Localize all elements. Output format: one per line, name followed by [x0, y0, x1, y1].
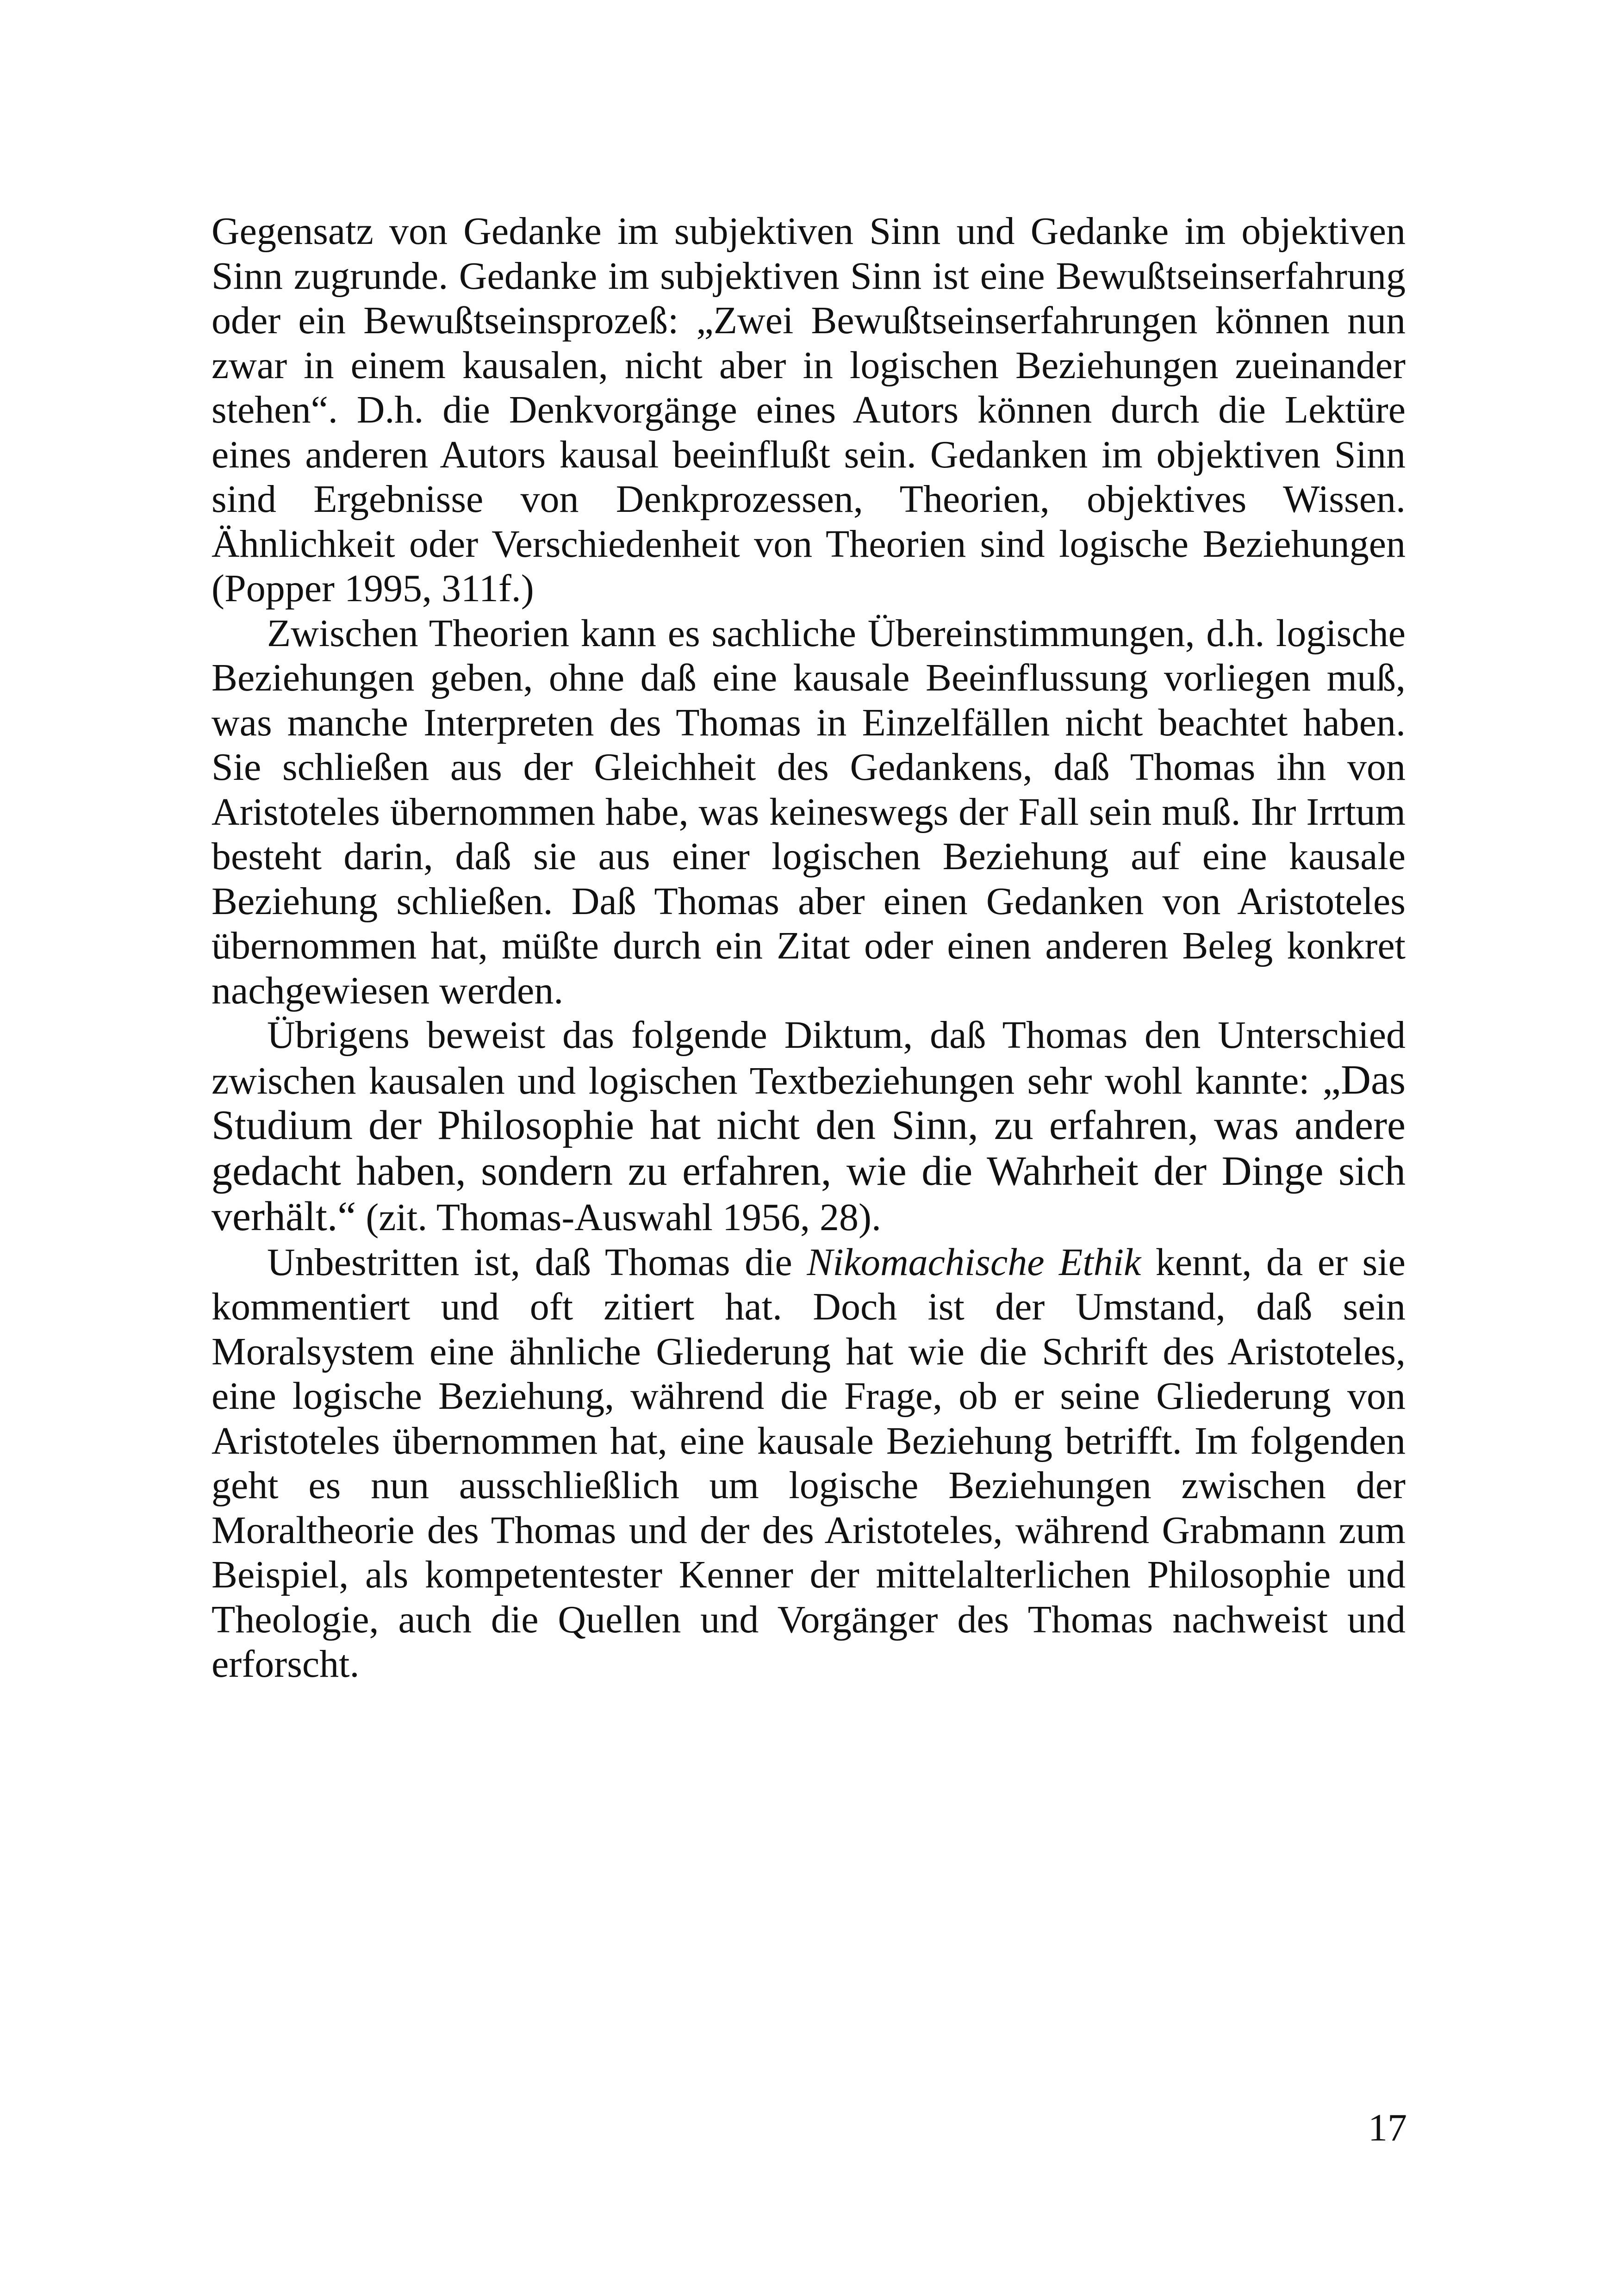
body-text: [212, 209, 1406, 1687]
paragraph-3: [212, 1013, 1406, 1240]
paragraph-3-citation: (zit. Thomas-Auswahl 1956, 28).: [356, 1196, 881, 1239]
thomas-quote: „Das Studium der Philosophie hat nicht den Sinn, zu erfahren, was andere gedacht haben, sondern zu erfahren, wie die Wahrheit der Dinge sich verhält.“: [212, 1057, 1406, 1239]
paragraph-4: [212, 1240, 1406, 1687]
book-title-emphasis: Nikomachische Ethik: [807, 1240, 1141, 1284]
page-number: 17: [1368, 2106, 1407, 2149]
paragraph-4-rest: kennt, da er sie kommentiert und oft zitiert hat. Doch ist der Umstand, daß sein Moralsystem eine ähnliche Gliederung hat wie die Schrift des Aristoteles, eine logische Beziehung, während die Frage, ob er seine Gliederung von Aristoteles übernommen hat, eine kausale Beziehung betrifft. Im folgenden geht es nun ausschließlich um logische Beziehungen zwischen der Moraltheorie des Thomas und der des Aristoteles, während Grabmann zum Beispiel, als kompetentester Kenner der mittelalterlichen Philosophie und Theologie, auch die Quellen und Vorgänger des Thomas nachweist und erforscht.: [212, 1240, 1406, 1686]
paragraph-3-lead: Übrigens beweist das folgende Diktum, daß Thomas den Unterschied zwischen kausalen und logischen Textbeziehungen sehr wohl kannte:: [212, 1014, 1406, 1102]
paragraph-4-lead: Unbestritten ist, daß Thomas die: [267, 1240, 807, 1284]
paragraph-2: Zwischen Theorien kann es sachliche Übereinstimmungen, d.h. logische Beziehungen geben, ohne daß eine kausale Beeinflussung vorliegen muß, was manche Interpreten des Thomas in Einzelfällen nicht beachtet haben. Sie schließen aus der Gleichheit des Gedankens, daß Thomas ihn von Aristoteles übernommen habe, was keineswegs der Fall sein muß. Ihr Irrtum besteht darin, daß sie aus einer logischen Beziehung auf eine kausale Beziehung schließen. Daß Thomas aber einen Gedanken von Aristoteles übernommen hat, müßte durch ein Zitat oder einen anderen Beleg konkret nachgewiesen werden.: [212, 611, 1406, 1012]
paragraph-1: Gegensatz von Gedanke im subjektiven Sinn und Gedanke im objektiven Sinn zugrunde. Gedanke im subjektiven Sinn ist eine Bewußtseinserfahrung oder ein Bewußtseinsprozeß: „Zwei Bewußtseinserfahrungen können nun zwar in einem kausalen, nicht aber in logischen Beziehungen zueinander stehen“. D.h. die Denkvorgänge eines Autors können durch die Lektüre eines anderen Autors kausal beeinflußt sein. Gedanken im objektiven Sinn sind Ergebnisse von Denkprozessen, Theorien, objektives Wissen. Ähnlichkeit oder Verschiedenheit von Theorien sind logische Beziehungen (Popper 1995, 311f.): [212, 210, 1406, 610]
